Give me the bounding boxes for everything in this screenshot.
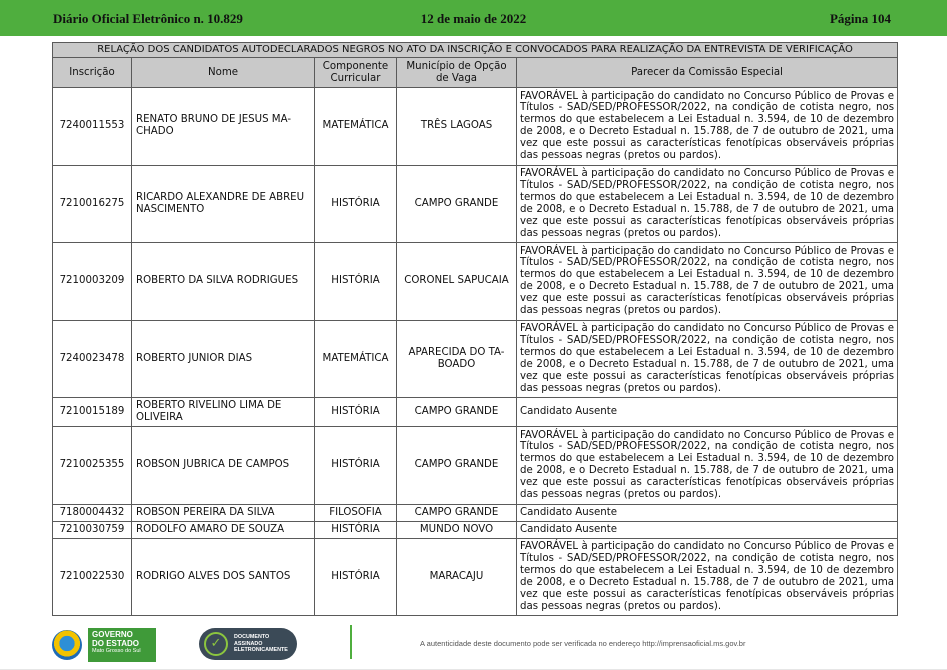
cell-parecer: FAVORÁVEL à participação do candidato no Concurso Público de Provas e Títulos - SAD/SED/PROFESSOR/2022, na condição de cotista negro, nos termos do que estabelecem a Lei Estadual n. 3.594, de 10 de dezembro de 2008, e o Decreto Estadual n. 15.788, de 7 de outubro de 2021, uma vez que este possui as características fenotípicas observáveis próprias das pessoas negras (pretos ou pardos). bbox=[517, 427, 898, 505]
cell-nome: RENATO BRUNO DE JESUS MA-CHADO bbox=[132, 88, 315, 166]
checkmark-icon: ✓ bbox=[204, 632, 228, 656]
publication-number: Diário Oficial Eletrônico n. 10.829 bbox=[53, 11, 243, 26]
table-row bbox=[53, 521, 898, 538]
table-row bbox=[53, 538, 898, 616]
cell-parecer: Candidato Ausente bbox=[517, 521, 898, 538]
cell-nome: ROBERTO JUNIOR DIAS bbox=[132, 320, 315, 398]
cell-inscricao: 7210025355 bbox=[53, 427, 132, 505]
cell-componente: HISTÓRIA bbox=[315, 538, 397, 616]
authenticity-note: A autenticidade deste documento pode ser verificada no endereço http://imprensaoficial.ms.gov.br bbox=[420, 639, 746, 648]
doc-line-1: DOCUMENTO bbox=[234, 634, 270, 640]
cell-componente: HISTÓRIA bbox=[315, 427, 397, 505]
publication-date: 12 de maio de 2022 bbox=[420, 11, 527, 26]
cell-parecer: FAVORÁVEL à participação do candidato no Concurso Público de Provas e Títulos - SAD/SED/PROFESSOR/2022, na condição de cotista negro, nos termos do que estabelecem a Lei Estadual n. 3.594, de 10 de dezembro de 2008, e o Decreto Estadual n. 15.788, de 7 de outubro de 2021, uma vez que este possui as características fenotípicas observáveis próprias das pessoas negras (pretos ou pardos). bbox=[517, 320, 898, 398]
government-label bbox=[88, 628, 156, 662]
gov-title-line-1: GOVERNO bbox=[92, 630, 133, 639]
cell-municipio: MUNDO NOVO bbox=[397, 521, 517, 538]
cell-componente: HISTÓRIA bbox=[315, 243, 397, 321]
cell-inscricao: 7180004432 bbox=[53, 504, 132, 521]
table-row bbox=[53, 165, 898, 243]
cell-municipio: APARECIDA DO TA-BOADO bbox=[397, 320, 517, 398]
doc-line-3: ELETRONICAMENTE bbox=[234, 647, 288, 654]
page-header bbox=[0, 0, 947, 36]
column-header-componente: Componente Curricular bbox=[315, 58, 397, 88]
table-caption: RELAÇÃO DOS CANDIDATOS AUTODECLARADOS NEGROS NO ATO DA INSCRIÇÃO E CONVOCADOS PARA REALIZAÇÃO DA ENTREVISTA DE VERIFICAÇÃO bbox=[53, 43, 898, 58]
cell-componente: MATEMÁTICA bbox=[315, 320, 397, 398]
cell-componente: HISTÓRIA bbox=[315, 165, 397, 243]
table-row bbox=[53, 320, 898, 398]
table-row bbox=[53, 398, 898, 427]
cell-municipio: CAMPO GRANDE bbox=[397, 427, 517, 505]
cell-nome: ROBSON PEREIRA DA SILVA bbox=[132, 504, 315, 521]
cell-inscricao: 7210030759 bbox=[53, 521, 132, 538]
cell-parecer: Candidato Ausente bbox=[517, 504, 898, 521]
signed-document-badge bbox=[199, 628, 297, 660]
cell-parecer: FAVORÁVEL à participação do candidato no Concurso Público de Provas e Títulos - SAD/SED/PROFESSOR/2022, na condição de cotista negro, nos termos do que estabelecem a Lei Estadual n. 3.594, de 10 de dezembro de 2008, e o Decreto Estadual n. 15.788, de 7 de outubro de 2021, uma vez que este possui as características fenotípicas observáveis próprias das pessoas negras (pretos ou pardos). bbox=[517, 538, 898, 616]
cell-parecer: FAVORÁVEL à participação do candidato no Concurso Público de Provas e Títulos - SAD/SED/PROFESSOR/2022, na condição de cotista negro, nos termos do que estabelecem a Lei Estadual n. 3.594, de 10 de dezembro de 2008, e o Decreto Estadual n. 15.788, de 7 de outubro de 2021, uma vez que este possui as características fenotípicas observáveis próprias das pessoas negras (pretos ou pardos). bbox=[517, 165, 898, 243]
cell-inscricao: 7210022530 bbox=[53, 538, 132, 616]
page-footer bbox=[0, 618, 947, 670]
cell-nome: RODRIGO ALVES DOS SANTOS bbox=[132, 538, 315, 616]
cell-componente: MATEMÁTICA bbox=[315, 88, 397, 166]
cell-inscricao: 7210003209 bbox=[53, 243, 132, 321]
gov-title-line-2: DO ESTADO bbox=[92, 638, 139, 648]
cell-inscricao: 7210015189 bbox=[53, 398, 132, 427]
table-row bbox=[53, 427, 898, 505]
footer-divider bbox=[350, 625, 352, 659]
column-header-municipio: Município de Opção de Vaga bbox=[397, 58, 517, 88]
cell-parecer: Candidato Ausente bbox=[517, 398, 898, 427]
gov-subtitle: Mato Grosso do Sul bbox=[92, 648, 141, 654]
column-header-parecer: Parecer da Comissão Especial bbox=[517, 58, 898, 88]
table-row bbox=[53, 504, 898, 521]
cell-nome: ROBSON JUBRICA DE CAMPOS bbox=[132, 427, 315, 505]
cell-municipio: TRÊS LAGOAS bbox=[397, 88, 517, 166]
column-header-nome: Nome bbox=[132, 58, 315, 88]
cell-nome: RICARDO ALEXANDRE DE ABREU NASCIMENTO bbox=[132, 165, 315, 243]
state-crest-icon bbox=[52, 630, 82, 660]
cell-parecer: FAVORÁVEL à participação do candidato no Concurso Público de Provas e Títulos - SAD/SED/PROFESSOR/2022, na condição de cotista negro, nos termos do que estabelecem a Lei Estadual n. 3.594, de 10 de dezembro de 2008, e o Decreto Estadual n. 15.788, de 7 de outubro de 2021, uma vez que este possui as características fenotípicas observáveis próprias das pessoas negras (pretos ou pardos). bbox=[517, 88, 898, 166]
cell-nome: ROBERTO RIVELINO LIMA DE OLIVEIRA bbox=[132, 398, 315, 427]
cell-componente: FILOSOFIA bbox=[315, 504, 397, 521]
cell-inscricao: 7240023478 bbox=[53, 320, 132, 398]
page-number: Página 104 bbox=[829, 11, 891, 26]
cell-municipio: CAMPO GRANDE bbox=[397, 165, 517, 243]
cell-nome: RODOLFO AMARO DE SOUZA bbox=[132, 521, 315, 538]
candidates-table bbox=[52, 42, 898, 616]
cell-parecer: FAVORÁVEL à participação do candidato no Concurso Público de Provas e Títulos - SAD/SED/PROFESSOR/2022, na condição de cotista negro, nos termos do que estabelecem a Lei Estadual n. 3.594, de 10 de dezembro de 2008, e o Decreto Estadual n. 15.788, de 7 de outubro de 2021, uma vez que este possui as características fenotípicas observáveis próprias das pessoas negras (pretos ou pardos). bbox=[517, 243, 898, 321]
cell-municipio: CAMPO GRANDE bbox=[397, 504, 517, 521]
table-row bbox=[53, 243, 898, 321]
cell-inscricao: 7210016275 bbox=[53, 165, 132, 243]
table-row bbox=[53, 88, 898, 166]
cell-inscricao: 7240011553 bbox=[53, 88, 132, 166]
government-logo bbox=[52, 626, 156, 664]
column-header-inscricao: Inscrição bbox=[53, 58, 132, 88]
cell-componente: HISTÓRIA bbox=[315, 521, 397, 538]
cell-nome: ROBERTO DA SILVA RODRIGUES bbox=[132, 243, 315, 321]
cell-municipio: CORONEL SAPUCAIA bbox=[397, 243, 517, 321]
doc-line-2: ASSINADO bbox=[234, 640, 263, 647]
cell-municipio: MARACAJU bbox=[397, 538, 517, 616]
signed-document-label bbox=[234, 634, 288, 654]
cell-municipio: CAMPO GRANDE bbox=[397, 398, 517, 427]
cell-componente: HISTÓRIA bbox=[315, 398, 397, 427]
